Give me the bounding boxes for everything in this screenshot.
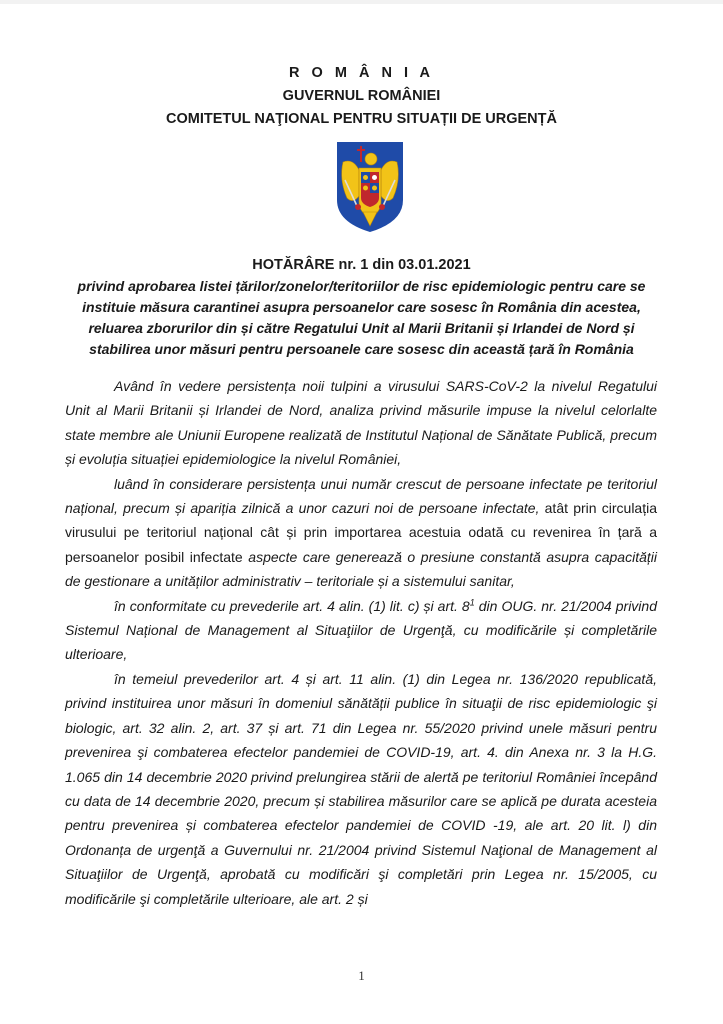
paragraph-2: [65, 472, 657, 594]
superscript-index: 1: [469, 597, 475, 607]
paragraph-4: în temeiul prevederilor art. 4 și art. 11 alin. (1) din Legea nr. 136/2020 republicată, privind instituirea unor măsuri în domeniul sănătății publice în situaţii de risc epidemiologic şi biologic, art. 32 alin. 2, art. 37 și art. 71 din Legea nr. 55/2020 privind unele măsuri pentru prevenirea şi combaterea efectelor pandemiei de COVID-19, art. 4. din Anexa nr. 3 la H.G. 1.065 din 14 decembrie 2020 privind prelungirea stării de alertă pe teritoriul României începând cu data de 14 decembrie 2020, precum și stabilirea măsurilor care se aplică pe durata acesteia pentru prevenirea și combaterea efectelor pandemiei de COVID -19, ale art. 20 lit. l) din Ordonanța de urgenţă a Guvernului nr. 21/2004 privind Sistemul Naţional de Management al Situaţiilor de Urgenţă, aprobată cu modificări şi completări prin Legea nr. 15/2005, cu modificările şi completările ulterioare, ale art. 2 și: [65, 670, 657, 907]
paragraph-2-part-2: atât prin circulația virusului pe teritoriul național cât și prin importarea acestuia odată cu revenirea în țară a persoanelor posibil infectate: [65, 500, 657, 565]
decision-heading: [60, 255, 663, 360]
romania-coat-of-arms-icon: [335, 140, 405, 234]
committee-heading: COMITETUL NAŢIONAL PENTRU SITUAȚII DE URGENȚĂ: [166, 111, 557, 127]
paragraph-2-part-1: luând în considerare persistența unui număr crescut de persoane infectate pe teritoriul național, precum și apariția zilnică a unor cazuri noi de persoane infectate,: [65, 475, 657, 517]
top-edge: [0, 0, 723, 4]
country-heading: R O M Â N I A: [289, 65, 434, 81]
paragraph-3-text-a: în conformitate cu prevederile art. 4 alin. (1) lit. c) și art. 8: [114, 597, 470, 614]
page-number: 1: [358, 968, 365, 983]
document-body: [65, 374, 657, 911]
paragraph-3-text-b: din OUG. nr. 21/2004 privind Sistemul Național de Management al Situaţiilor de Urgenţă, cu modificările și completările ulterioare,: [65, 597, 657, 663]
paragraph-2-part-3: aspecte care generează o presiune constantă asupra capacității de gestionare a unităților administrativ – teritoriale și a sistemului sanitar,: [65, 548, 657, 590]
decision-subtitle: privind aprobarea listei țărilor/zonelor/teritoriilor de risc epidemiologic pentru care se instituie măsura carantinei asupra persoanelor care sosesc în România din acestea, reluarea zborurilor din și către Regatului Unit al Marii Britanii și Irlandei de Nord și stabilirea unor măsuri pentru persoanele care sosesc din această țară în România: [77, 278, 646, 357]
paragraph-3: [65, 594, 657, 667]
government-heading: GUVERNUL ROMÂNIEI: [282, 88, 441, 104]
decision-title: HOTĂRÂRE nr. 1 din 03.01.2021: [252, 257, 471, 273]
document-header: [0, 62, 723, 131]
paragraph-1: Având în vedere persistența noii tulpini a virusului SARS-CoV-2 la nivelul Regatului Unit al Marii Britanii și Irlandei de Nord, analiza privind măsurile impuse la nivelul celorlalte state membre ale Uniunii Europene realizată de Institutul Național de Sănătate Publică, precum și evoluția situației epidemiologice la nivelul României,: [65, 378, 657, 468]
